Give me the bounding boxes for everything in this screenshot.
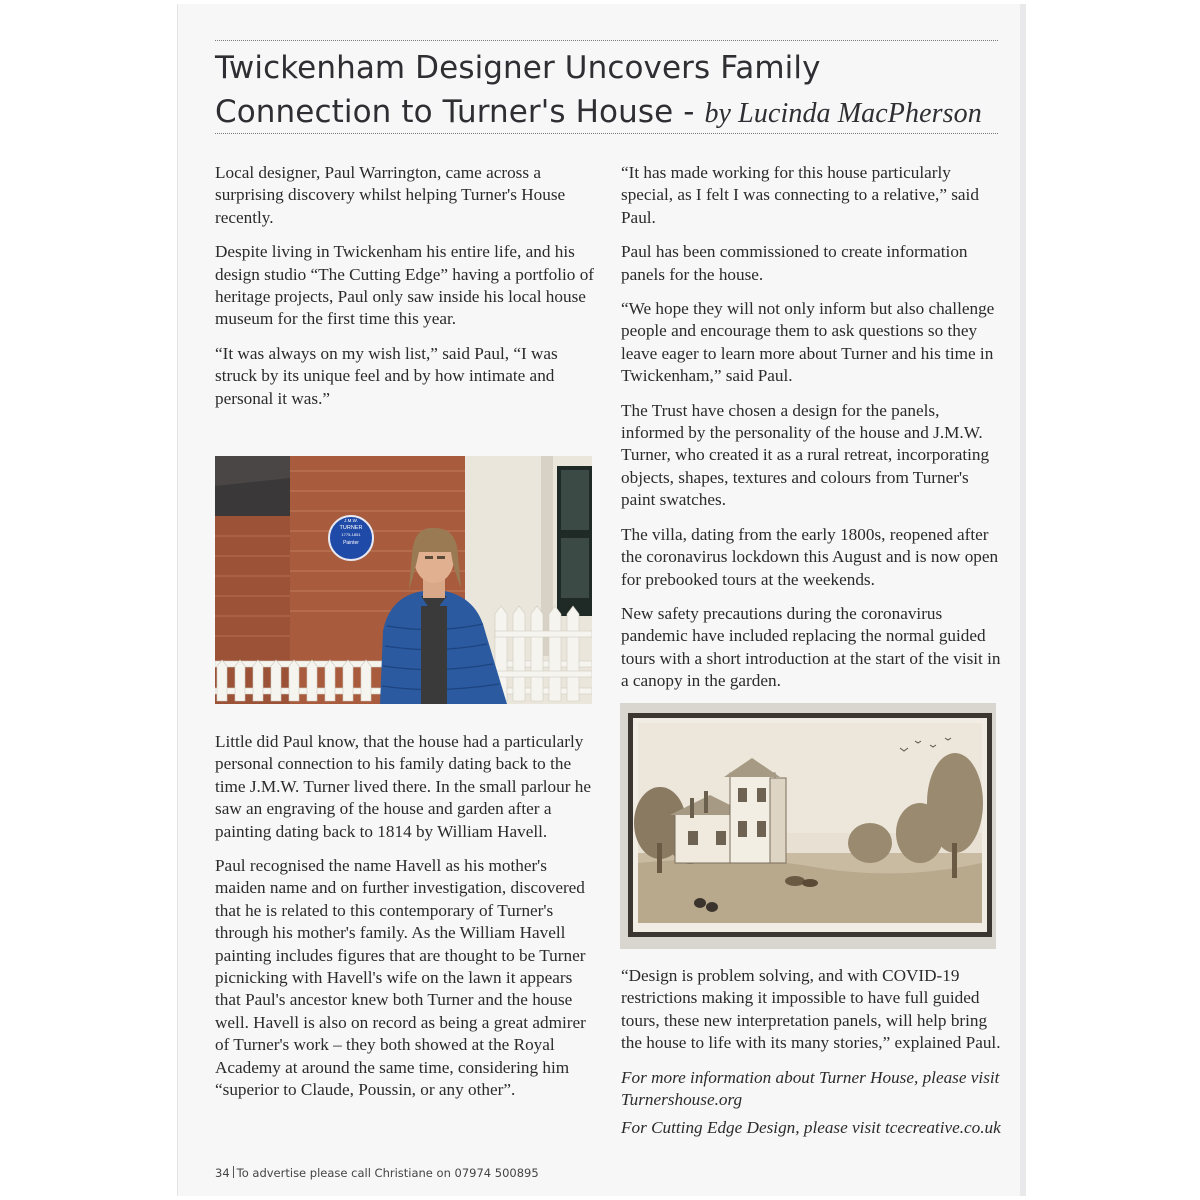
page-edge xyxy=(1020,4,1026,1196)
paragraph: “It has made working for this house particularly special, as I felt I was connecting to a relative,” said Paul. xyxy=(621,163,979,227)
right-column-bottom xyxy=(621,965,1001,1146)
footer-separator xyxy=(233,1166,234,1178)
photo-havell-engraving xyxy=(620,703,996,949)
info-line-turner-house: For more information about Turner House, please visit Turnershouse.org xyxy=(621,1067,1000,1110)
right-column-top xyxy=(621,162,1001,705)
plaque-line-4: Painter xyxy=(343,540,359,546)
paragraph: Despite living in Twickenham his entire life, and his design studio “The Cutting Edge” having a portfolio of heritage projects, Paul only saw inside his local house museum for the first time this year. xyxy=(215,242,595,329)
page-number: 34 xyxy=(215,1166,230,1180)
paragraph: The Trust have chosen a design for the panels, informed by the personality of the house and J.M.W. Turner, who created it as a rural retreat, incorporating objects, shapes, textures and colours from Turner's paint swatches. xyxy=(621,400,990,510)
left-column-bottom xyxy=(215,731,595,1114)
plaque-line-1: J.M.W. xyxy=(344,518,358,523)
plaque-line-3: 1775-1851 xyxy=(341,532,361,537)
photo-paul-at-turners-house xyxy=(215,456,592,704)
paragraph: Paul has been commissioned to create information panels for the house. xyxy=(621,242,968,284)
headline-dotted-rule xyxy=(215,133,998,134)
paragraph: Paul recognised the name Havell as his mother's maiden name and on further investigation, discovered that he is related to this contemporary of Turner's through his mother's family. As the William Havell painting includes figures that are thought to be Turner picnicking with Havell's wife on the lawn it appears that Paul's ancestor knew both Turner and the house well. Havell is also on record as being a great admirer of Turner's work – they both showed at the Royal Academy at around the same time, considering him “superior to Claude, Poussin, or any other”. xyxy=(215,856,586,1100)
portrait-photo-illustration xyxy=(215,456,592,704)
paragraph: New safety precautions during the coronavirus pandemic have included replacing the normal guided tours with a short introduction at the start of the visit in a canopy in the garden. xyxy=(621,603,1001,691)
paragraph: “We hope they will not only inform but also challenge people and encourage them to ask questions so they leave eager to learn more about Turner and his time in Twickenham,” said Paul. xyxy=(621,299,995,386)
paragraph: Little did Paul know, that the house had a particularly personal connection to his family dating back to the time J.M.W. Turner lived there. In the small parlour he saw an engraving of the house and garden after a painting dating back to 1814 by William Havell. xyxy=(215,732,591,841)
left-column-top xyxy=(215,162,595,422)
paragraph: Local designer, Paul Warrington, came across a surprising discovery whilst helping Turner's House recently. xyxy=(215,163,566,227)
page-footer xyxy=(215,1166,539,1180)
plaque-line-2: TURNER xyxy=(339,525,363,531)
paragraph: The villa, dating from the early 1800s, reopened after the coronavirus lockdown this August and is now open for prebooked tours at the weekends. xyxy=(621,524,999,589)
paragraph: “It was always on my wish list,” said Paul, “I was struck by its unique feel and by how intimate and personal it was.” xyxy=(215,343,558,408)
footer-advert-text: To advertise please call Christiane on 07974 500895 xyxy=(236,1166,539,1180)
article-headline xyxy=(215,46,1000,136)
engraving-illustration xyxy=(620,703,996,949)
top-dotted-rule xyxy=(215,40,998,41)
info-line-cutting-edge: For Cutting Edge Design, please visit tcecreative.co.uk xyxy=(621,1118,1001,1138)
headline-line-2: Connection to Turner's House - xyxy=(215,94,705,130)
byline: by Lucinda MacPherson xyxy=(704,98,982,129)
headline-line-1: Twickenham Designer Uncovers Family xyxy=(215,50,821,86)
paragraph: “Design is problem solving, and with COVID-19 restrictions making it impossible to have full guided tours, these new interpretation panels, will help bring the house to life with its many stories,” explained Paul. xyxy=(621,966,1001,1053)
